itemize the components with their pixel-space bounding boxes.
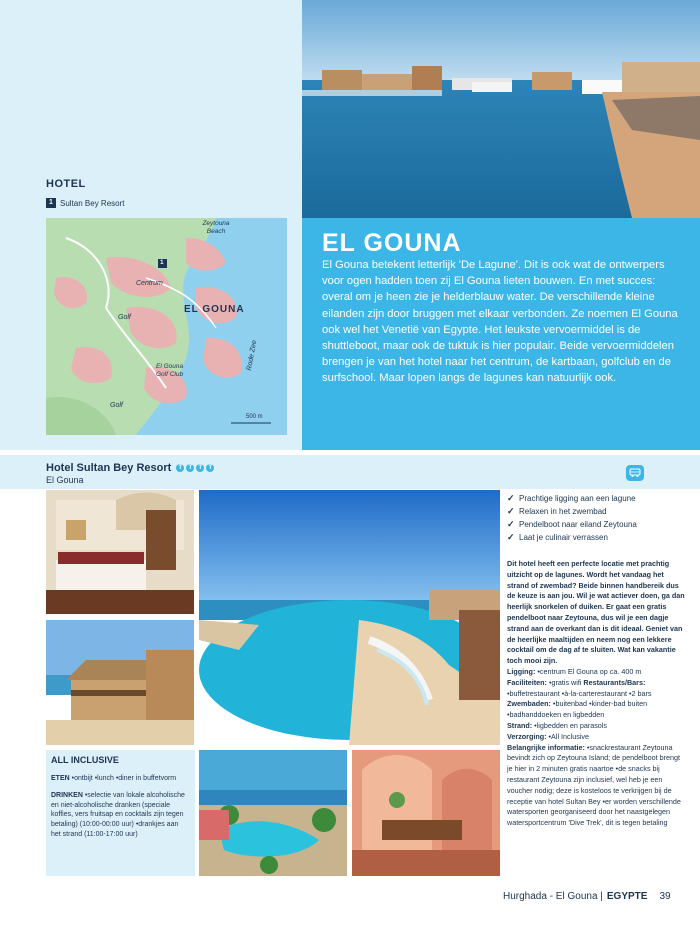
footer-region: Hurghada - El Gouna | [503, 891, 603, 902]
map-marker-hotel: 1 [160, 259, 164, 266]
destination-intro-text: El Gouna betekent letterlijk 'De Lagune'. Dit is ook wat de ontwerpers voor ogen hadden toen zij El Gouna lieten bouwen. En met succes: overal om je heen zie je helderblauw water. De verschillende kleine eilanden zijn door bruggen met elkaar verbonden. Ze noemen El Gouna ook wel het Venetië van Egypte. Het leukste vervoermiddel is de shuttleboot, maar ook de tuktuk is hier populair. Beide vervoermiddelen brengen je van het hotel naar het centrum, de kartbaan, golfclub en de surfschool. Maar lopen langs de lagunes kan natuurlijk ook. [322, 259, 678, 385]
check-icon: ✓ [507, 493, 515, 503]
highlight-item [507, 492, 687, 505]
highlight-label: Prachtige ligging aan een lagune [519, 494, 636, 503]
aerial-pool-photo [199, 750, 347, 876]
hotel-description [507, 559, 687, 829]
drinken-text: •selectie van lokale alcoholische en niet-alcoholische dranken (speciale koffies, vers fruitsap en cocktails zijn tegen betaling) (10:00-00:00 uur) •drankjes aan het strand (11:00-17:00 uur) [51, 792, 185, 838]
destination-title: EL GOUNA [322, 229, 462, 257]
highlight-label: Pendelboot naar eiland Zeytouna [519, 520, 637, 529]
check-icon: ✓ [507, 532, 515, 542]
hotel-location: El Gouna [46, 475, 84, 485]
hotel-room-photo [46, 490, 194, 614]
beach-bar-photo [46, 620, 194, 745]
pool-terrace-photo [199, 490, 500, 745]
eten-label: ETEN [51, 774, 70, 782]
highlight-item [507, 531, 687, 544]
page-number: 39 [659, 891, 671, 902]
rating-star-icon: T [186, 464, 194, 472]
map-label-golf-club: El Gouna Golf Club [156, 363, 184, 378]
map-label-centrum: Centrum [136, 280, 163, 287]
map-label-golf-2: Golf [110, 402, 123, 409]
map-legend [46, 198, 124, 208]
rating-star-icon: T [196, 464, 204, 472]
legend-number-badge: 1 [46, 198, 56, 208]
check-icon: ✓ [507, 519, 515, 529]
ligging-label: Ligging: [507, 666, 536, 676]
zwembaden-label: Zwembaden: [507, 699, 551, 709]
restaurants-text: •buffetrestaurant •à-la-carterestaurant •2 bars [507, 688, 652, 698]
highlight-label: Relaxen in het zwembad [519, 507, 607, 516]
strand-label: Strand: [507, 720, 533, 730]
lagoon-harbour-photo [302, 0, 700, 218]
all-inclusive-box [46, 750, 195, 876]
check-icon: ✓ [507, 506, 515, 516]
strand-text: •ligbedden en parasols [532, 720, 608, 730]
restaurant-bar-photo [352, 750, 500, 876]
faciliteiten-text: •gratis wifi [546, 677, 584, 687]
drinken-label: DRINKEN [51, 792, 83, 800]
highlight-label: Laat je culinair verrassen [519, 533, 608, 542]
map-label-golf-1: Golf [118, 314, 131, 321]
map-label-el-gouna: EL GOUNA [184, 304, 245, 315]
hotel-rating [176, 464, 214, 472]
zwembaden-text: •buitenbad •kinder-bad buiten •badhanddoeken en ligbedden [507, 699, 648, 720]
map-heading: HOTEL [46, 178, 86, 190]
footer-country: EGYPTE [606, 891, 648, 902]
el-gouna-map [46, 218, 287, 435]
verzorging-label: Verzorging: [507, 731, 547, 741]
restaurants-label: Restaurants/Bars: [583, 677, 646, 687]
rating-star-icon: T [176, 464, 184, 472]
map-label-zeytouna-beach: Zeytouna Beach [202, 220, 230, 235]
highlight-item [507, 505, 687, 518]
description-lead: Dit hotel heeft een perfecte locatie met prachtig uitzicht op de lagunes. Wordt het vandaag het strand of zwembad? Beide binnen handbereik dus de keuze is aan jou. Wil je wat actiever doen, ga dan heerlijk snorkelen of duiken. Er gaat een gratis pendelboot naar Zeytouna, dus wil je een dagje strand aan de overkant dan is dit ideaal. Geniet van de heerlijke maaltijden en neem nog een lekkere cocktail om de dag af te sluiten. Wat kan vakantie toch mooi zijn. [507, 559, 685, 666]
hotel-name: Hotel Sultan Bey Resort [46, 462, 172, 474]
belangrijk-label: Belangrijke informatie: [507, 742, 585, 752]
all-inclusive-drinken [51, 791, 190, 839]
all-inclusive-eten [51, 774, 190, 784]
legend-label: Sultan Bey Resort [60, 198, 125, 208]
map-label-rode-zee: Rode Zee [246, 339, 259, 372]
ligging-text: •centrum El Gouna op ca. 400 m [535, 666, 642, 676]
verzorging-text: •All Inclusive [546, 731, 590, 741]
all-inclusive-title: ALL INCLUSIVE [51, 755, 119, 765]
eten-text: •ontbijt •lunch •diner in buffetvorm [69, 774, 177, 782]
page-footer [503, 891, 671, 902]
map-scale-label: 500 m [246, 414, 263, 420]
belangrijk-text: •snackrestaurant Zeytouna bevindt zich op Zeytouna Island; de pendelboot brengt je hier in 2 minuten gratis naartoe •de snacks bij restaurant Zeytouna zijn inclusief, wel heb je een voucher nodig; deze is kosteloos te verkrijgen bij de receptie van hotel Sultan Bey •er worden verschillende watersporten georganiseerd door het naastgelegen watersportcentrum 'Dive Trek', dit is tegen betaling [507, 742, 681, 828]
faciliteiten-label: Faciliteiten: [507, 677, 547, 687]
hotel-title-row [46, 462, 214, 474]
highlights-list [507, 492, 687, 544]
highlight-item [507, 518, 687, 531]
shuttle-bus-icon [626, 465, 644, 481]
rating-star-icon: T [206, 464, 214, 472]
